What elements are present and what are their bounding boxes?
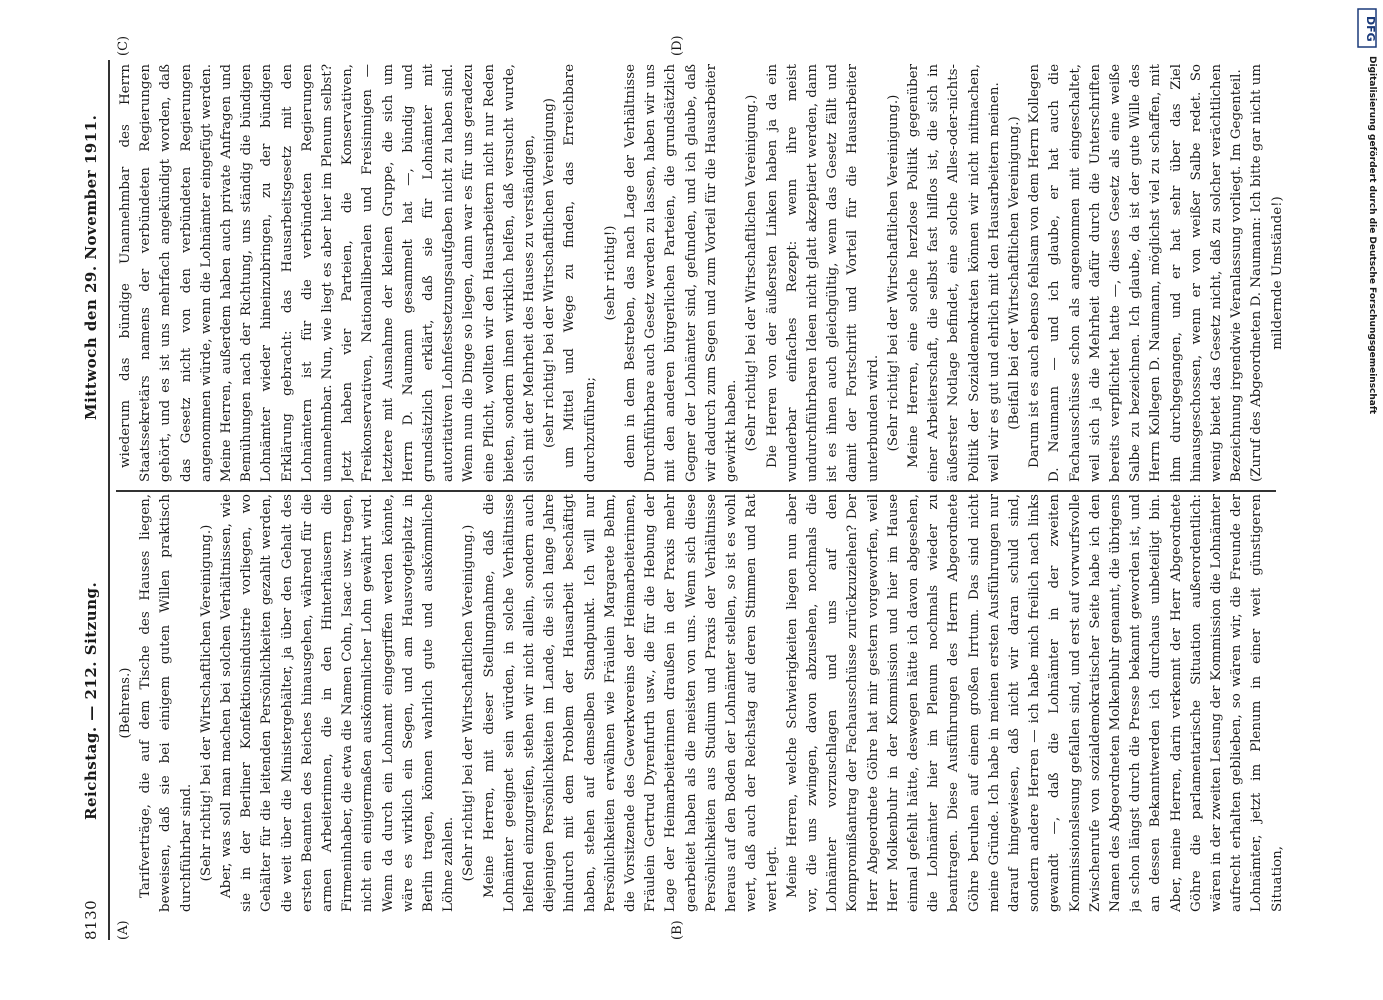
column-divider <box>116 490 1276 492</box>
paragraph: (Beifall bei der Wirtschaftlichen Vereinigung.) <box>1006 116 1022 430</box>
margin-marker-a: (A) <box>116 920 131 940</box>
header-left-title: Reichstag. — 212. Sitzung. <box>82 581 100 820</box>
paragraph: wiederum das bündige Unannehmbar des Herrn Staatssekretärs namens der verbündeten Regierungen gehört, und es ist uns mehrfach angekündigt worden, daß das Gesetz nicht von den verbündeten Regierungen angenommen würde, wenn die Lohnämter eingefügt werden. Meine Herren, außerdem haben auch private Anfragen und Bemühungen nach der Richtung, uns ständig die bündigen Lohnämter wieder hineinzubringen, zu der bündigen Erklärung gebracht: das Hausarbeitsgesetz mit den Lohnämtern ist für die verbündeten Regierungen unannehmbar. Nun, wie liegt es aber hier im Plenum selbst? Jetzt haben vier Parteien, die Konservativen, Freikonservativen, Nationalliberalen und Freisinnigen — letztere mit Ausnahme der kleinen Gruppe, die sich um Herrn D. Naumann gesammelt hat —, bündig und grundsätzlich erklärt, daß sie für Lohnämter mit autoritativen Lohnfestsetzungsaufgaben nicht zu haben sind. Wenn nun die Dinge so liegen, dann war es für uns geradezu eine Pflicht, wollten wir den Hausarbeitern nicht nur Reden bieten, sondern ihnen wirklich helfen, daß versucht wurde, sich mit der Mehrheit des Hauses zu verständigen, <box>118 64 538 482</box>
page-header <box>78 60 106 940</box>
digitization-note <box>1353 56 1383 616</box>
paragraph: (Sehr richtig! bei der Wirtschaftlichen Vereinigung.) <box>885 94 901 452</box>
dfg-logo-text: DFG <box>1364 16 1377 42</box>
paragraph: Aber, was soll man machen bei solchen Verhältnissen, wie sie in der Berliner Konfektionsindustrie vorliegen, wo Gehälter für die leitenden Persönlichkeiten gezahlt werden, die weit über die Ministergehälter, ja über den Gehalt des ersten Beamten des Reiches hinausgehen, während für die armen Arbeiterinnen, die in den Hinterhäusern die Firmeninhaber, die etwa die Namen Cohn, Isaac usw. tragen, nicht ein einigermaßen auskömmlicher Lohn gewährt wird. Wenn da durch ein Lohnamt eingegriffen werden könnte, wäre es wirklich ein Segen, und am Hausvogteiplatz in Berlin tragen, können wahrlich gute und auskömmliche Löhne zahlen. <box>219 494 457 912</box>
header-rule <box>108 60 110 940</box>
paragraph: Tarifverträge, die auf dem Tische des Hauses liegen, beweisen, daß sie bei einigem guten Willen praktisch durchführbar sind. <box>138 494 194 912</box>
paragraph: um Mittel und Wege zu finden, das Erreichbare durchzuführen; <box>562 64 598 482</box>
digitization-note-text: Digitalisierung gefördert durch die Deutsche Forschungsgemeinschaft <box>1367 56 1377 415</box>
header-date: Mittwoch den 29. November 1911. <box>82 114 100 420</box>
text-column-right <box>116 64 1286 482</box>
text-column-left <box>116 494 1286 912</box>
paragraph: (Sehr richtig! bei der Wirtschaftlichen Vereinigung.) <box>744 94 760 452</box>
margin-marker-d: (D) <box>670 35 685 56</box>
paragraph: (Sehr richtig! bei der Wirtschaftlichen Vereinigung.) <box>461 524 477 882</box>
paragraph: Darum ist es auch ebenso fehlsam von dem Herrn Kollegen D. Naumann — und ich glaube, er hat auch die Fachausschüsse schon als angenommen mit eingeschaltet, weil sich ja die Mehrheit dafür durch die Unterschriften bereits verpflichtet hatte —, dieses Gesetz als eine weiße Salbe zu bezeichnen. Ich glaube, da ist der gute Wille des Herrn Kollegen D. Naumann, möglichst viel zu schaffen, mit ihm durchgegangen, und er hat sehr über das Ziel hinausgeschossen, wenn er von weißer Salbe redet. So wenig bietet das Gesetz nicht, daß zu solcher verächtlichen Bezeichnung irgendwie Veranlassung vorliegt. Im Gegenteil. <box>1027 64 1245 482</box>
document-page <box>30 0 1320 1000</box>
paragraph: (Zuruf des Abgeordneten D. Naumann: Ich bitte gar nicht um mildernde Umstände!) <box>1249 64 1285 482</box>
paragraph: (Behrens.) <box>118 667 133 739</box>
paragraph: Meine Herren, mit dieser Stellungnahme, daß die Lohnämter geeignet sein würden, in solche Verhältnisse helfend einzugreifen, stehen wir nicht allein, sondern auch diejenigen Persönlichkeiten im Lande, die sich lange Jahre hindurch mit dem Problem der Hausarbeit beschäftigt haben, stehen auf demselben Standpunkt. Ich will nur Persönlichkeiten erwähnen wie Fräulein Margarete Behm, die Vorsitzende des Gewerkvereins der Heimarbeiterinnen, Fräulein Gertrud Dyrenfurth usw., die für die Hebung der Lage der Heimarbeiterinnen draußen in der Praxis mehr gearbeitet haben als die meisten von uns. Wenn sich diese Persönlichkeiten aus Studium und Praxis der Verhältnisse heraus auf den Boden der Lohnämter stellen, so ist es wohl wert, daß auch der Reichstag auf deren Stimmen und Rat wert legt. <box>481 494 780 912</box>
paragraph: Meine Herren, eine solche herzlose Politik gegenüber einer Arbeiterschaft, die selbst fast hilflos ist, die sich in äußerster Notlage befindet, eine solche Alles-oder-nichts-Politik der Sozialdemokraten können wir nicht mitmachen, weil wir es gut und ehrlich mit den Hausarbeitern meinen. <box>905 64 1002 482</box>
paragraph: Meine Herren, welche Schwierigkeiten liegen nun aber vor, die uns zwingen, davon abzusehen, nochmals die Lohnämter vorzuschlagen und uns auf den Kompromißantrag der Fachausschüsse zurückzuziehen? Der Herr Abgeordnete Göhre hat mir gestern vorgeworfen, weil Herr Molkenbuhr in der Kommission und hier im Hause einmal gefehlt hätte, deswegen hätte ich davon abgesehen, die Lohnämter hier im Plenum nochmals wieder zu beantragen. Diese Ausführungen des Herrn Abgeordnete Göhre beruhen auf einem großen Irrtum. Das sind nicht meine Gründe. Ich habe in meinen ersten Ausführungen nur darauf hingewiesen, daß nicht wir daran schuld sind, sondern andere Herren — ich habe mich freilich nach links gewandt —, daß die Lohnämter in der zweiten Kommissionslesung gefallen sind, und erst auf vorwurfsvolle Zwischenrufe von sozialdemokratischer Seite habe ich den Namen des Abgeordneten Molkenbuhr genannt, die übrigens ja schon längst durch die Presse bekannt geworden ist, und an dessen Bekanntwerden ich durchaus unbeteiligt bin. Aber, meine Herren, darin verkennt der Herr Abgeordnete Göhre die parlamentarische Situation außerordentlich: wären in der zweiten Lesung der Kommission die Lohnämter aufrecht erhalten geblieben, so wären wir, die Freunde der Lohnämter, jetzt im Plenum in einer weit günstigeren Situation, <box>784 494 1285 912</box>
paragraph: (Sehr richtig! bei der Wirtschaftlichen Vereinigung.) <box>198 524 214 882</box>
margin-marker-c: (C) <box>116 35 131 56</box>
dfg-logo <box>1357 8 1377 48</box>
margin-marker-b: (B) <box>670 920 685 940</box>
paragraph: (sehr richtig!) <box>602 225 618 321</box>
page-number: 8130 <box>82 899 100 940</box>
paragraph: Die Herren von der äußersten Linken haben ja da ein wunderbar einfaches Rezept: wenn ihre meist undurchführbaren Ideen nicht glatt akzeptiert werden, dann ist es ihnen auch gleichgültig, wenn das Gesetz fällt und damit der Fortschritt und Vorteil für die Hausarbeiter unterbunden wird. <box>764 64 881 482</box>
paragraph: denn in dem Bestreben, das nach Lage der Verhältnisse Durchführbare auch Gesetz werden zu lassen, haben wir uns mit den anderen bürgerlichen Parteien, die grundsätzlich Gegner der Lohnämter sind, gefunden, und ich glaube, daß wir dadurch zum Segen und zum Vorteil für die Hausarbeiter gewirkt haben. <box>623 64 740 482</box>
paragraph: (sehr richtig! bei der Wirtschaftlichen Vereinigung) <box>542 97 558 449</box>
